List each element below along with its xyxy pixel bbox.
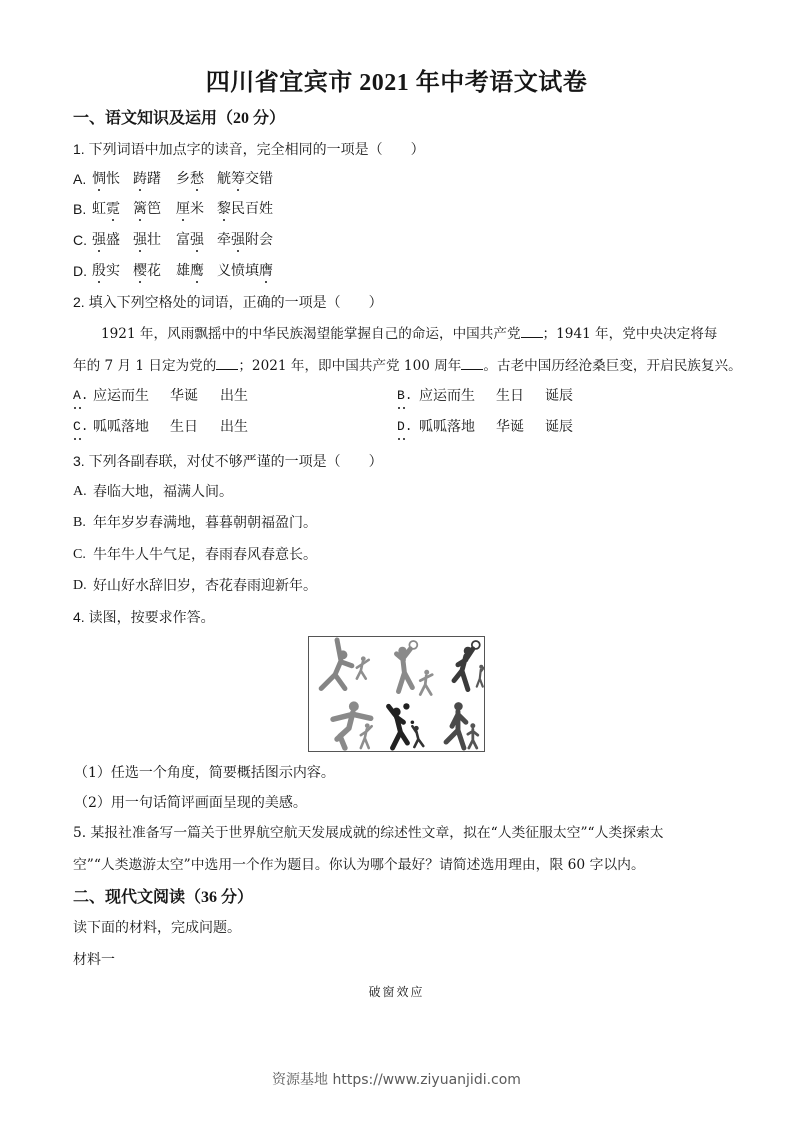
word: 黎民百姓 (217, 201, 273, 217)
word: 应运而生 (419, 388, 475, 404)
q4-subquestion-2: （2）用一句话简评画面呈现的美感。 (74, 795, 307, 811)
emphasis-dot-char: 樱 (133, 263, 147, 279)
word: 呱呱落地 (419, 419, 475, 435)
emphasis-dot-char: 强 (133, 232, 147, 248)
athletes-silhouette-icon (309, 637, 484, 751)
emphasis-dot-char: 筹 (231, 171, 245, 187)
emphasis-dot-char: 强 (190, 232, 204, 248)
exam-title: 四川省宜宾市 2021 年中考语文试卷 (205, 70, 588, 96)
q1-option-c (73, 230, 753, 250)
option-label: B. (397, 386, 413, 406)
word: 樱花 (133, 263, 161, 279)
emphasis-dot-char: 篱 (133, 201, 147, 217)
option-text: 好山好水辞旧岁，杏花春雨迎新年。 (93, 578, 317, 594)
word: 雄鹰 (176, 263, 204, 279)
option-label: A. (73, 386, 89, 406)
article-title: 破窗效应 (368, 985, 425, 999)
section-1-heading: 一、语文知识及运用（20 分） (73, 110, 286, 127)
question-1-stem (73, 139, 425, 160)
emphasis-dot-char: 厘 (176, 201, 190, 217)
word: 觥筹交错 (217, 171, 273, 187)
question-3-stem: 3. 下列各副春联，对仗不够严谨的一项是（ ） (73, 453, 383, 469)
emphasis-dot-char: 强 (231, 232, 245, 248)
q3-option-d (73, 576, 753, 596)
question-5-line-2: 空”“人类遨游太空”中选用一个作为题目。你认为哪个最好？请简述选用理由，限 60 字以内。 (73, 857, 645, 873)
option-text: 春临大地，福满人间。 (93, 484, 233, 500)
q1-option-d (73, 261, 753, 281)
fill-blank (216, 355, 238, 370)
word: 诞辰 (545, 388, 573, 404)
emphasis-dot-char: 踌 (133, 171, 147, 187)
word: 生日 (170, 419, 198, 435)
word: 义愤填膺 (217, 263, 273, 279)
fill-blank (461, 355, 483, 370)
material-label: 材料一 (73, 952, 115, 968)
emphasis-dot-char: 强 (92, 232, 106, 248)
q2-option-b (397, 386, 697, 406)
q2-passage-line-1: 1921 年，风雨飘摇中的中华民族渴望能掌握自己的命运，中国共产党 ；1941 年，党中央决定将每 (101, 323, 717, 344)
q3-option-b (73, 513, 753, 533)
word: 篱笆 (133, 201, 161, 217)
q2-option-d (397, 417, 697, 437)
option-text: 牛年牛人牛气足，春雨春风春意长。 (93, 547, 317, 563)
q3-option-c (73, 545, 753, 565)
word: 诞辰 (545, 419, 573, 435)
word: 乡愁 (176, 171, 204, 187)
section-2-intro: 读下面的材料，完成问题。 (73, 920, 241, 936)
option-label: A. (73, 484, 87, 499)
option-label: D. (73, 263, 87, 279)
q4-subquestion-1: （1）任选一个角度，简要概括图示内容。 (74, 765, 335, 781)
word: 出生 (220, 388, 248, 404)
word: 牵强附会 (217, 232, 273, 248)
word: 出生 (220, 419, 248, 435)
option-label: D. (73, 578, 87, 593)
word: 踌躇 (133, 171, 161, 187)
word: 生日 (496, 388, 524, 404)
option-label: C. (73, 417, 89, 437)
option-text: 年年岁岁春满地，暮暮朝朝福盈门。 (93, 515, 317, 531)
footer-watermark: 资源基地 https://www.ziyuanjidi.com (272, 1072, 521, 1088)
emphasis-dot-char: 鹰 (190, 263, 204, 279)
question-2-stem: 2. 填入下列空格处的词语，正确的一项是（ ） (73, 294, 383, 310)
question-4-stem: 4. 读图，按要求作答。 (73, 609, 215, 625)
word: 强壮 (133, 232, 161, 248)
word: 强盛 (92, 232, 120, 248)
option-label: A. (73, 171, 87, 187)
option-label: B. (73, 515, 86, 530)
word: 殷实 (92, 263, 120, 279)
emphasis-dot-char: 黎 (217, 201, 231, 217)
word: 虹霓 (92, 201, 120, 217)
emphasis-dot-char: 惆 (92, 171, 106, 187)
question-5-line-1: 5. 某报社准备写一篇关于世界航空航天发展成就的综述性文章，拟在“人类征服太空”“人类探索太 (73, 825, 664, 841)
q1-option-b (73, 199, 753, 219)
option-label: C. (73, 547, 86, 562)
emphasis-dot-char: 霓 (106, 201, 120, 217)
emphasis-dot-char: 愁 (190, 171, 204, 187)
emphasis-dot-char: 殷 (92, 263, 106, 279)
fill-blank (521, 323, 543, 338)
q3-option-a (73, 482, 753, 502)
emphasis-dot-char: 膺 (259, 263, 273, 279)
option-label: D. (397, 417, 413, 437)
option-label: C. (73, 232, 87, 248)
sports-silhouettes-image (308, 636, 485, 752)
q2-passage-line-2: 年的 7 月 1 日定为党的 ；2021 年，即中国共产党 100 周年 。古老中国历经沧桑巨变，开启民族复兴。 (73, 355, 742, 376)
word: 惆怅 (92, 171, 120, 187)
word: 厘米 (176, 201, 204, 217)
q1-option-a (73, 169, 753, 189)
word: 应运而生 (93, 388, 149, 404)
section-2-heading: 二、现代文阅读（36 分） (73, 889, 254, 906)
word: 华诞 (496, 419, 524, 435)
word: 华诞 (170, 388, 198, 404)
option-label: B. (73, 201, 87, 217)
word: 呱呱落地 (93, 419, 149, 435)
question-1-text: 1. 下列词语中加点字的读音，完全相同的一项是（ ） (73, 141, 425, 157)
word: 富强 (176, 232, 204, 248)
